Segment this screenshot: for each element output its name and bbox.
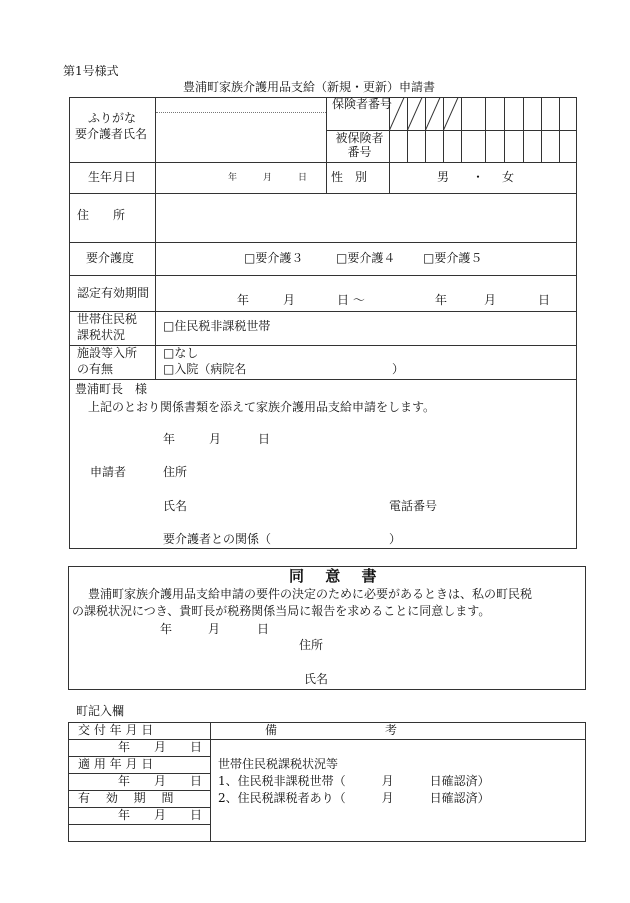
- address-label: 住 所: [77, 208, 126, 222]
- consent-name-label: 氏名: [304, 672, 329, 686]
- validity-label: 認定有効期間: [77, 286, 150, 300]
- consent-text-1: 豊浦町家族介護用品支給申請の要件の決定のために必要があるときは、私の町民税: [88, 587, 533, 601]
- care-level-4[interactable]: □要介護４: [336, 251, 396, 265]
- form-number: 第1号様式: [63, 64, 119, 78]
- relation-label: 要介護者との関係（: [163, 532, 272, 546]
- application-table: [69, 97, 577, 549]
- remarks-label: 備 考: [265, 723, 398, 737]
- applicant-address-label: 住所: [163, 465, 188, 479]
- care-level-5[interactable]: □要介護５: [423, 251, 483, 265]
- period-label: 有 効 期 間: [78, 791, 180, 805]
- consent-address-label: 住所: [299, 638, 324, 652]
- insured-number-label: 被保険者番号: [335, 131, 384, 160]
- sex-male[interactable]: 男: [437, 170, 450, 184]
- consent-title: 同 意 書: [289, 567, 385, 585]
- care-level-3[interactable]: □要介護３: [244, 251, 304, 265]
- sex-female[interactable]: 女: [502, 170, 515, 184]
- addressee: 豊浦町長 様: [75, 382, 148, 396]
- facility-hospital-checkbox[interactable]: □入院（病院名: [163, 362, 247, 376]
- phone-label: 電話番号: [389, 499, 438, 513]
- request-text: 上記のとおり関係書類を添えて家族介護用品支給申請をします。: [88, 400, 436, 414]
- care-level-label: 要介護度: [86, 251, 135, 265]
- sex-label: 性 別: [331, 170, 368, 184]
- tax-exempt-checkbox[interactable]: □住民税非課税世帯: [163, 319, 271, 333]
- issue-date-label: 交 付 年 月 日: [78, 723, 154, 737]
- facility-none-checkbox[interactable]: □なし: [163, 346, 199, 360]
- applicant-name-label: 氏名: [163, 499, 188, 513]
- insurer-number-label: 保険者番号: [332, 97, 393, 111]
- apply-date-label: 適 用 年 月 日: [78, 757, 154, 771]
- birth-label: 生年月日: [88, 170, 137, 184]
- furigana-label: ふりがな: [88, 111, 137, 125]
- name-label: 要介護者氏名: [75, 127, 148, 141]
- office-section-label: 町記入欄: [76, 704, 125, 718]
- page-title: 豊浦町家族介護用品支給（新規・更新）申請書: [183, 80, 436, 94]
- consent-text-2: の課税状況につき、貴町長が税務関係当局に報告を求めることに同意します。: [72, 604, 491, 618]
- applicant-label: 申請者: [90, 465, 127, 479]
